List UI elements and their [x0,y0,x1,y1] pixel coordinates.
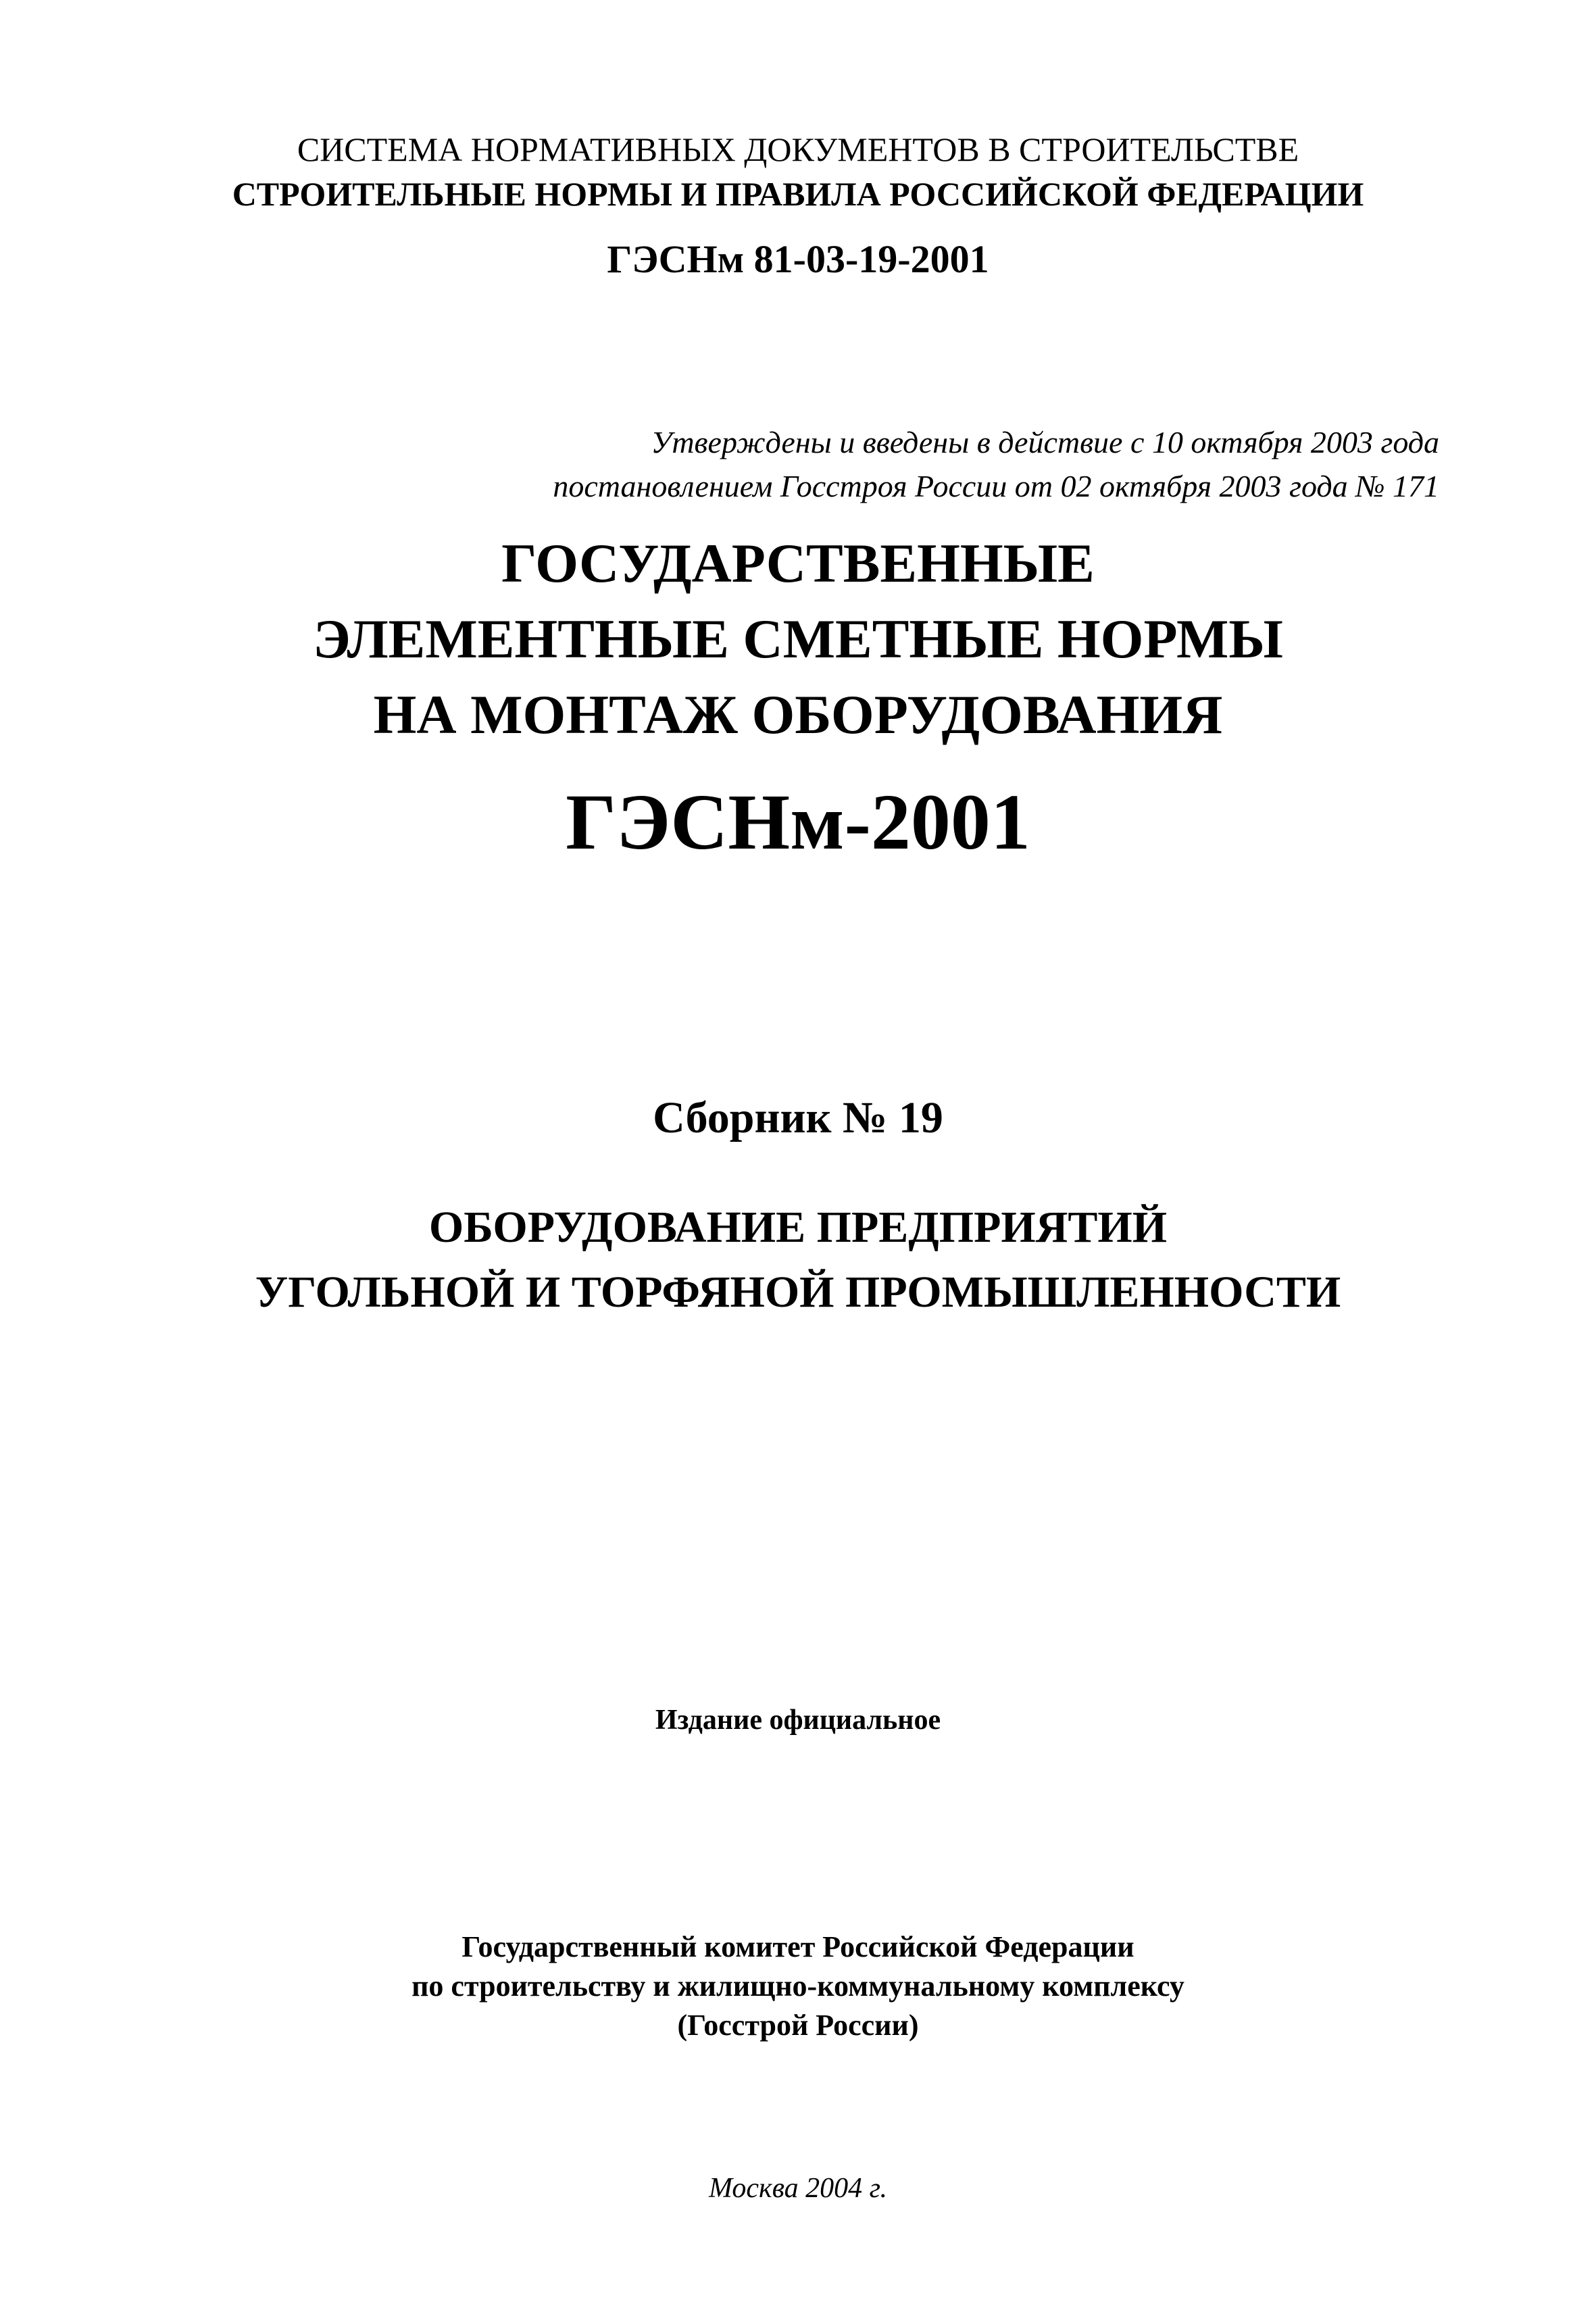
collection-subject-line-1: ОБОРУДОВАНИЕ ПРЕДПРИЯТИЙ [428,1203,1168,1252]
system-line: СИСТЕМА НОРМАТИВНЫХ ДОКУМЕНТОВ В СТРОИТЕЛЬСТВЕ [297,130,1299,168]
document-code: ГЭСНм 81-03-19-2001 [607,237,989,281]
approval-line-2: постановлением Госстроя России от 02 октября 2003 года № 171 [553,469,1439,503]
main-code: ГЭСНм-2001 [566,778,1030,866]
edition-label: Издание официальное [655,1705,941,1736]
collection-subject-line-2: УГОЛЬНОЙ И ТОРФЯНОЙ ПРОМЫШЛЕННОСТИ [255,1267,1341,1317]
snip-line: СТРОИТЕЛЬНЫЕ НОРМЫ И ПРАВИЛА РОССИЙСКОЙ ФЕДЕРАЦИИ [232,175,1364,213]
place-year: Москва 2004 г. [709,2173,887,2204]
publisher-line-3: (Госстрой России) [677,2009,919,2042]
publisher-line-1: Государственный комитет Российской Федерации [462,1930,1134,1963]
collection-number: Сборник № 19 [653,1093,943,1142]
publisher-line-2: по строительству и жилищно-коммунальному комплексу [412,1969,1184,2003]
title-line-2: ЭЛЕМЕНТНЫЕ СМЕТНЫЕ НОРМЫ [313,608,1283,670]
title-line-3: НА МОНТАЖ ОБОРУДОВАНИЯ [373,684,1223,745]
approval-line-1: Утверждены и введены в действие с 10 октября 2003 года [651,425,1439,459]
title-line-1: ГОСУДАРСТВЕННЫЕ [501,532,1095,594]
